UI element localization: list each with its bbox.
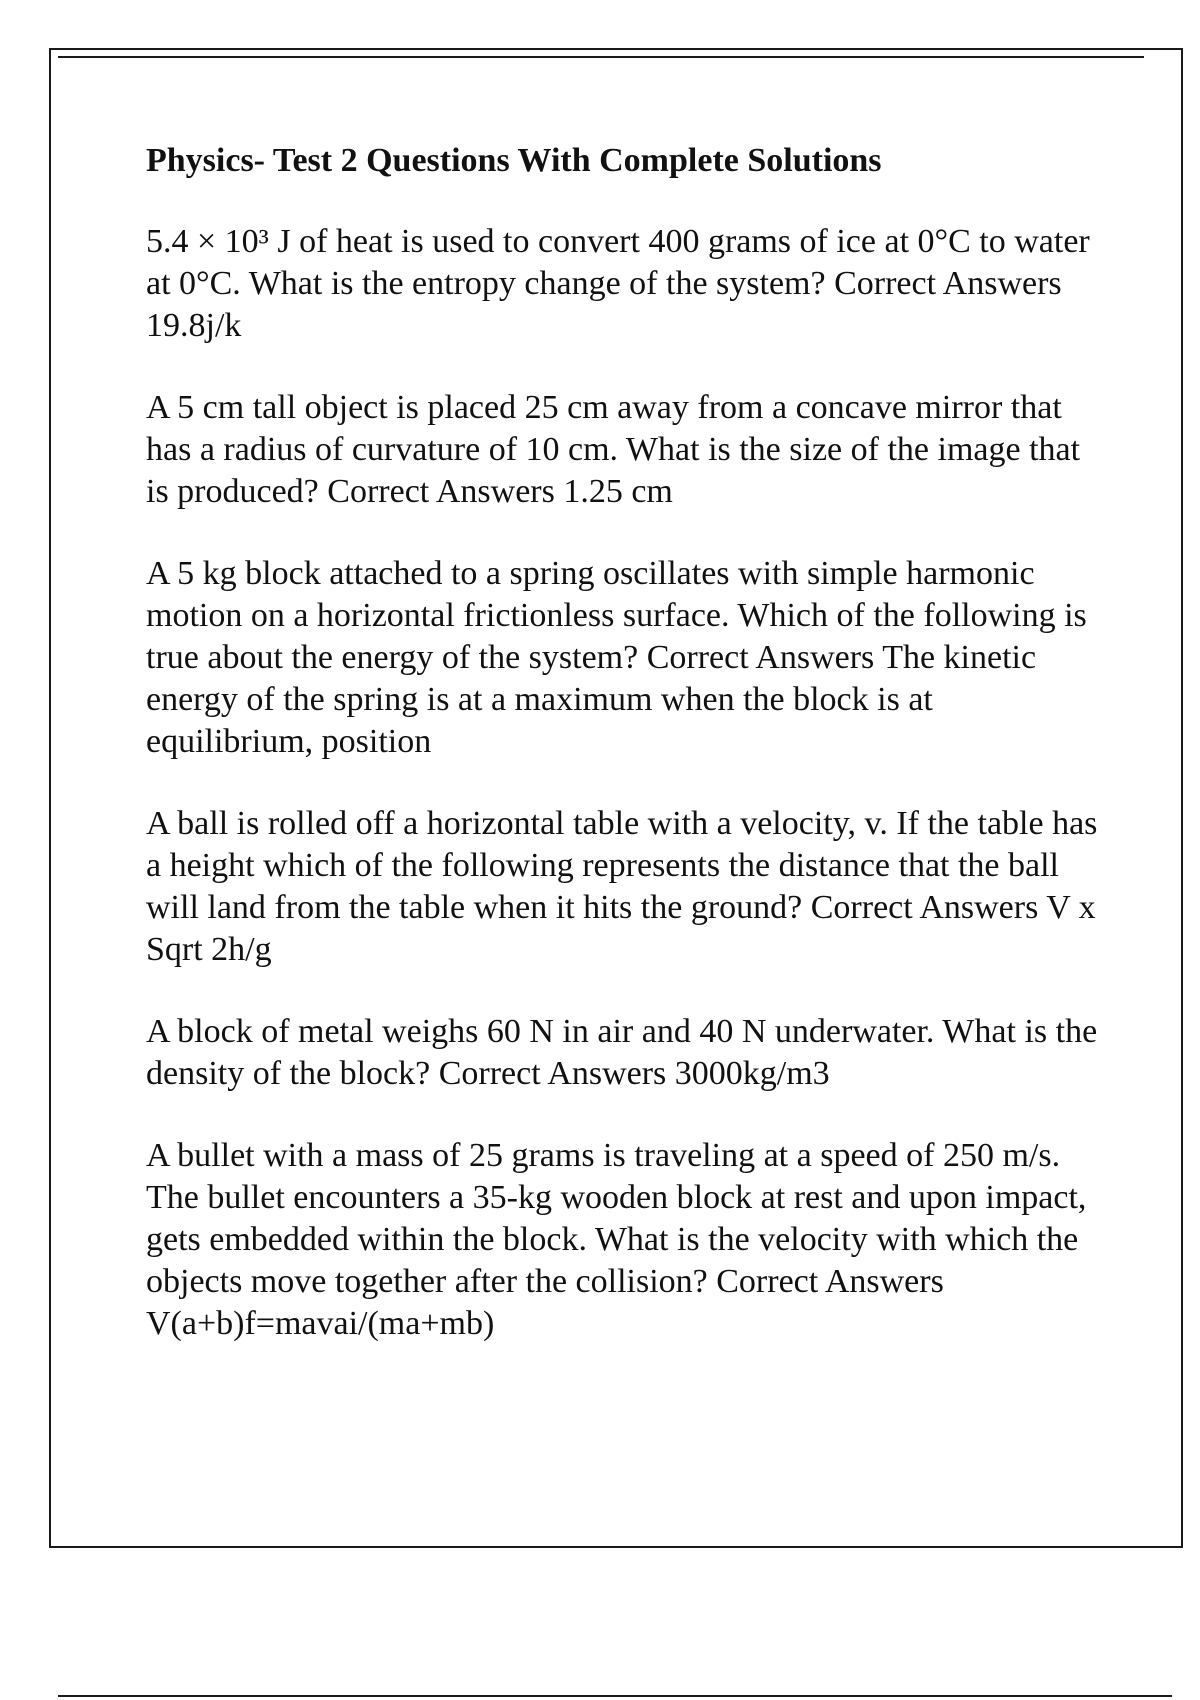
answer-label: Correct Answers	[810, 888, 1039, 926]
qa-item	[146, 1011, 1106, 1095]
qa-item	[146, 1135, 1106, 1345]
answer-text: 1.25 cm	[563, 472, 673, 510]
question-text: A block of metal weighs 60 N in air and 40 N underwater. What is the density of the block?	[146, 1012, 1098, 1092]
question-text: A 5 cm tall object is placed 25 cm away from a concave mirror that has a radius of curvature of 10 cm. What is the size of the image that is produced?	[146, 388, 1081, 510]
answer-label: Correct Answers	[438, 1054, 667, 1092]
answer-label: Correct Answers	[646, 638, 875, 676]
question-text: A bullet with a mass of 25 grams is traveling at a speed of 250 m/s. The bullet encounters a 35-kg wooden block at rest and upon impact, gets embedded within the block. What is the velocity with which the objects move together after the collision?	[146, 1136, 1087, 1300]
top-rule-divider	[58, 56, 1144, 58]
document-body	[146, 140, 1106, 1385]
answer-text: The kinetic energy of the spring is at a maximum when the block is at equilibrium, position	[146, 638, 1037, 760]
question-text: 5.4 × 10³ J of heat is used to convert 400 grams of ice at 0°C to water at 0°C. What is the entropy change of the system?	[146, 222, 1090, 302]
answer-label: Correct Answers	[327, 472, 555, 510]
question-text: A 5 kg block attached to a spring oscillates with simple harmonic motion on a horizontal frictionless surface. Which of the following is true about the energy of the system?	[146, 554, 1087, 676]
qa-item	[146, 803, 1106, 971]
qa-item	[146, 221, 1106, 347]
document-title: Physics- Test 2 Questions With Complete Solutions	[146, 142, 882, 179]
answer-text: V x Sqrt 2h/g	[146, 888, 1096, 968]
answer-label: Correct Answers	[834, 264, 1062, 302]
answer-text: V(a+b)f=mavai/(ma+mb)	[146, 1304, 495, 1342]
bottom-rule-divider	[58, 1695, 1172, 1697]
qa-list	[146, 221, 1106, 1345]
answer-text: 3000kg/m3	[674, 1054, 830, 1092]
question-text: A ball is rolled off a horizontal table with a velocity, v. If the table has a height which of the following represents the distance that the ball will land from the table when it hits the ground?	[146, 804, 1098, 926]
answer-label: Correct Answers	[716, 1262, 944, 1300]
qa-item	[146, 553, 1106, 763]
answer-text: 19.8j/k	[146, 306, 242, 344]
qa-item	[146, 387, 1106, 513]
